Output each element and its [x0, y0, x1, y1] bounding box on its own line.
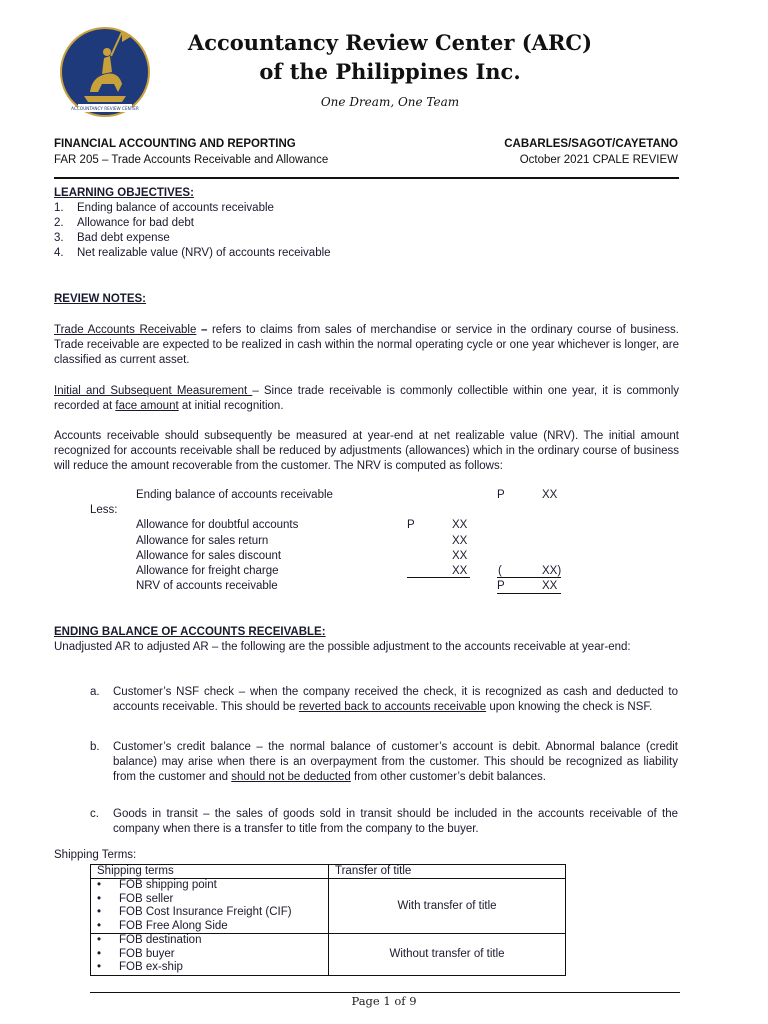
paragraph-trade-receivable: Trade Accounts Receivable – refers to claims from sales of merchandise or service in the ordinary course of business. Trade receivable are expected to be realized in cash within the normal operating cycle or one year whichever is longer, are classified as current asset. [54, 324, 679, 366]
shipping-terms-label: Shipping Terms: [54, 849, 137, 861]
list-item: 2. Allowance for bad debt [54, 217, 194, 229]
ending-balance-intro: Unadjusted AR to adjusted AR – the following are the possible adjustment to the accounts receivable at year-end: [54, 641, 631, 653]
footer-divider [90, 992, 680, 993]
without-transfer-cell: Without transfer of title [329, 934, 566, 976]
learning-objectives-heading: LEARNING OBJECTIVES: [54, 187, 194, 199]
page-title-line1: Accountancy Review Center (ARC) [187, 30, 593, 55]
nrv-value: XX [452, 550, 468, 562]
list-item: b. Customer’s credit balance – the normal balance of customer’s account is debit. Abnormal balance (credit balance) may arise when there is an overpayment from the customer. This should be recognized as liability from the customer and should not be deducted from other customer’s debit balances. [90, 741, 678, 783]
nrv-value: XX [452, 565, 468, 577]
nrv-allowance-doubtful: Allowance for doubtful accounts [136, 519, 299, 531]
review-notes-heading: REVIEW NOTES: [54, 293, 147, 305]
topic: FAR 205 – Trade Accounts Receivable and Allowance [54, 154, 329, 166]
nrv-ending-label: Ending balance of accounts receivable [136, 489, 333, 501]
list-item: • FOB buyer [97, 947, 175, 960]
list-item: c. Goods in transit – the sales of goods sold in transit should be included in the accounts receivable of the company when there is a transfer to title from the company to the buyer. [90, 808, 678, 835]
nrv-value: XX [452, 519, 468, 531]
logo-caption: ACCOUNTANCY REVIEW CENTER [71, 106, 139, 111]
nrv-peso: P [407, 519, 415, 531]
nrv-less: Less: [90, 504, 118, 516]
shipping-terms-table [90, 864, 566, 976]
table-row [91, 934, 566, 976]
nrv-open-paren: ( [498, 565, 502, 577]
page-title-line2: of the Philippines Inc. [259, 59, 521, 84]
list-item: • FOB shipping point [97, 879, 217, 891]
nrv-peso: P [497, 580, 505, 592]
total-underline [497, 577, 561, 578]
table-header-shipping: Shipping terms [91, 865, 329, 879]
nrv-allowance-discount: Allowance for sales discount [136, 550, 282, 562]
list-item: 4. Net realizable value (NRV) of accounts receivable [54, 247, 331, 259]
tagline: One Dream, One Team [320, 95, 460, 109]
table-row [91, 879, 566, 934]
list-item: • FOB seller [97, 892, 174, 905]
header-divider [54, 177, 679, 179]
nrv-peso: P [497, 489, 505, 501]
nrv-allowance-return: Allowance for sales return [136, 535, 269, 547]
list-item: • FOB ex-ship [97, 961, 183, 973]
list-item: • FOB Cost Insurance Freight (CIF) [97, 906, 292, 918]
arc-logo-icon [56, 22, 154, 120]
table-row [91, 865, 566, 879]
ending-balance-heading: ENDING BALANCE OF ACCOUNTS RECEIVABLE: [54, 626, 326, 638]
learning-objectives-list [54, 201, 331, 261]
review-period: October 2021 CPALE REVIEW [519, 154, 678, 166]
page-number: Page 1 of 9 [351, 994, 417, 1008]
nrv-label: NRV of accounts receivable [136, 580, 278, 592]
list-item: • FOB destination [97, 934, 202, 946]
paragraph-nrv: Accounts receivable should subsequently be measured at year-end at net realizable value (NRV). The initial amount recognized for accounts receivable shall be reduced by adjustments (allowances) which in the ordinary course of business will reduce the amount recoverable from the customer. The NRV is computed as follows: [54, 430, 679, 472]
nrv-allowance-freight: Allowance for freight charge [136, 565, 279, 577]
nrv-total-allowance: XX) [542, 565, 562, 577]
nrv-result: XX [542, 580, 558, 592]
list-item: a. Customer’s NSF check – when the company received the check, it is recognized as cash and deducted to accounts receivable. This should be reverted back to accounts receivable upon knowing the check is NSF. [90, 686, 678, 713]
paragraph-measurement: Initial and Subsequent Measurement – Since trade receivable is commonly collectible within one year, it is commonly recorded at face amount at initial recognition. [54, 385, 679, 412]
subject: FINANCIAL ACCOUNTING AND REPORTING [54, 138, 296, 150]
list-item: • FOB Free Along Side [97, 919, 228, 932]
table-header-title: Transfer of title [329, 865, 566, 879]
nrv-underline [497, 593, 561, 594]
list-item: 3. Bad debt expense [54, 232, 170, 244]
list-item: 1. Ending balance of accounts receivable [54, 202, 274, 214]
with-transfer-cell: With transfer of title [329, 879, 566, 934]
nrv-value: XX [452, 535, 468, 547]
nrv-ending-value: XX [542, 489, 558, 501]
authors: CABARLES/SAGOT/CAYETANO [504, 138, 678, 150]
